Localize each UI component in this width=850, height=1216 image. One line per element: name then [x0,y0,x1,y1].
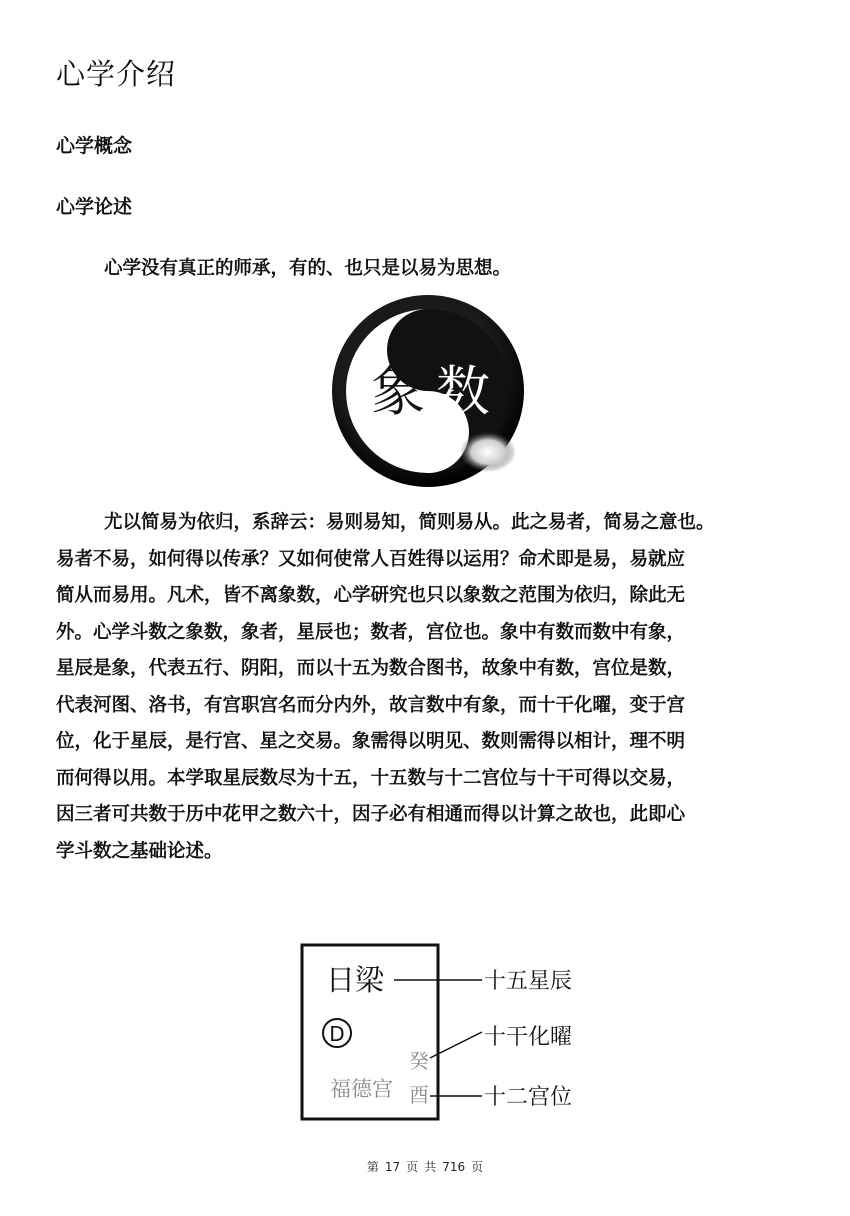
body-line: 代表河图、洛书，有宫职宫名而分内外，故言数中有象，而十干化曜，变于宫 [56,694,686,716]
body-line: 外。心学斗数之象数，象者，星辰也；数者，宫位也。象中有数而数中有象， [56,621,686,643]
body-line: 星辰是象，代表五行、阴阳，而以十五为数合图书，故象中有数，宫位是数， [56,658,686,679]
body-line: 位，化于星辰，是行宫、星之交易。象需得以明见、数则需得以相计，理不明 [56,731,686,752]
taiji-xiangshu-image [328,292,528,490]
section-heading-discussion: 心学论述 [56,196,133,218]
body-line: 学斗数之基础论述。 [56,840,223,862]
body-line: 而何得以用。本学取星辰数尽为十五，十五数与十二宫位与十干可得以交易， [56,767,686,789]
xiang-char: 象 [371,360,425,423]
body-paragraph [56,505,816,870]
intro-paragraph: 心学没有真正的师承，有的、也只是以易为思想。 [104,258,512,279]
body-line: 因三者可共数于历中花甲之数六十，因子必有相通而得以计算之故也，此即心 [56,804,686,825]
earthly-branch: 酉 [409,1083,429,1107]
label-palace: 十二宫位 [484,1085,572,1110]
page-heading: 心学介绍 [56,57,177,91]
page-total: 716 [442,1160,466,1174]
star-names: 日梁 [326,963,385,997]
label-stem: 十干化曜 [484,1025,572,1050]
heavenly-stem: 癸 [409,1049,429,1073]
body-line: 简从而易用。凡术，皆不离象数，心学研究也只以象数之范围为依归，除此无 [56,585,686,606]
body-line: 尤以简易为依归，系辞云：易则易知，简则易从。此之易者，简易之意也。 [104,512,715,533]
label-stars: 十五星辰 [484,969,572,994]
shu-char: 数 [436,360,490,423]
page-footer: 第 17 页 共 716 页 [366,1160,484,1174]
palace-diagram [296,940,572,1126]
section-heading-concept: 心学概念 [56,135,133,157]
palace-name: 福德宫 [330,1077,393,1101]
transform-mark: D [329,1022,345,1046]
body-line: 易者不易，如何得以传承？又如何使常人百姓得以运用？命术即是易，易就应 [56,548,686,570]
page-number: 17 [384,1160,401,1174]
